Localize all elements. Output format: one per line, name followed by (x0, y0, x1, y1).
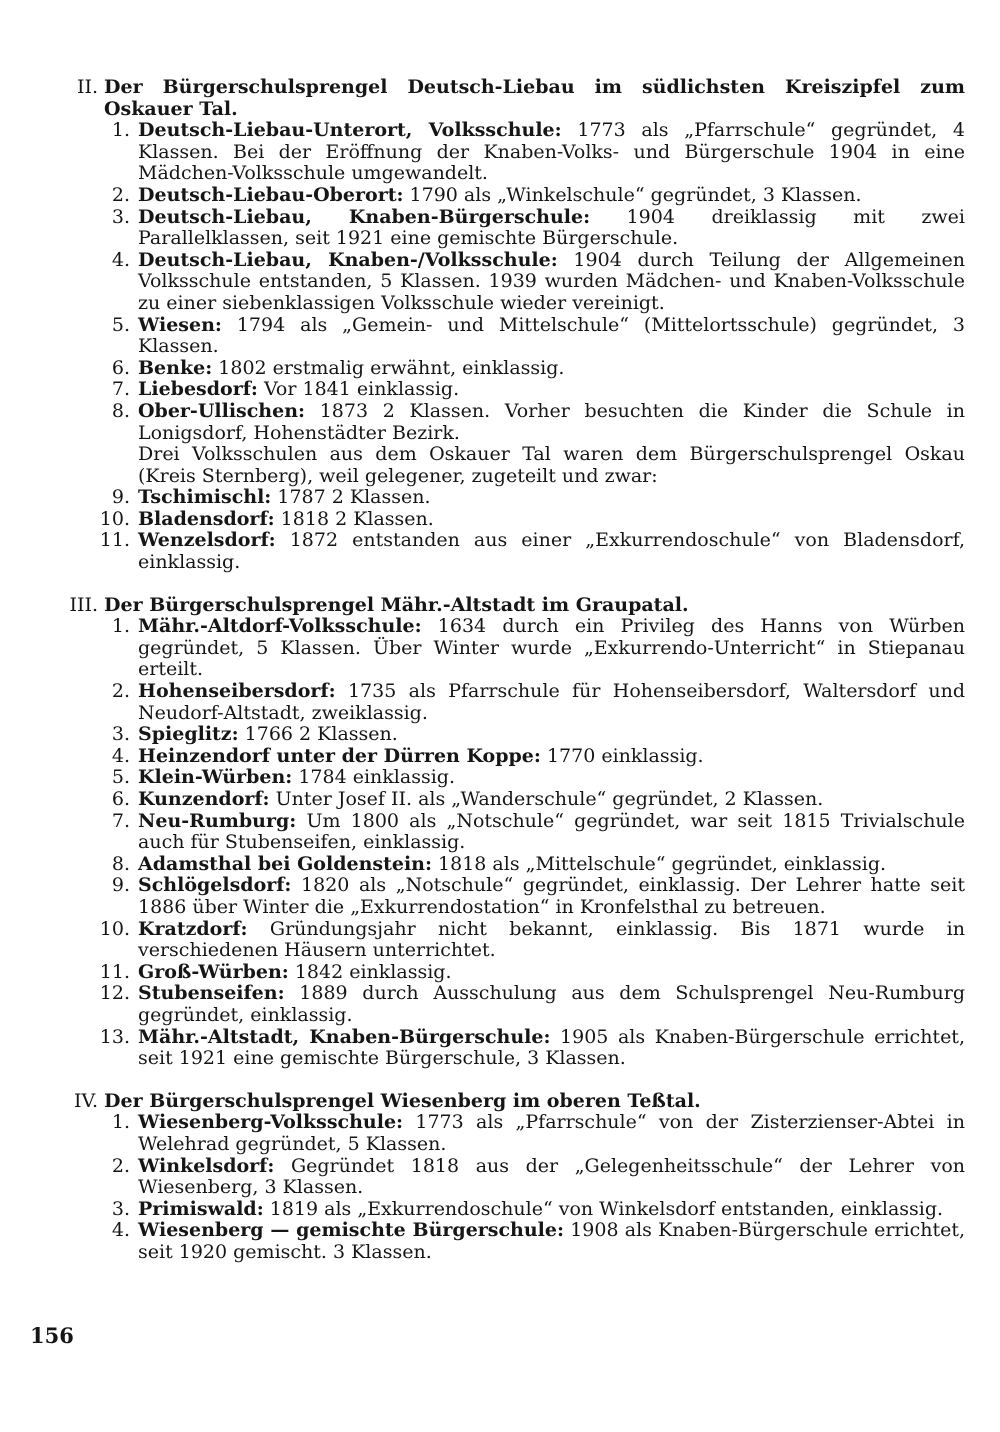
list-item (60, 746, 965, 768)
item-number: 12. (99, 982, 130, 1005)
item-number: 8. (111, 399, 130, 422)
list-item (60, 724, 965, 746)
paragraph-note: Drei Volksschulen aus dem Oskauer Tal waren dem Bürgerschulsprengel Oskau (Kreis Sternberg), weil gelegener, zugeteilt und zwar: (138, 443, 965, 487)
item-text (138, 681, 965, 724)
item-text (138, 530, 965, 573)
list-item (60, 530, 965, 573)
list-item (60, 487, 965, 509)
section-number: II. (76, 76, 98, 98)
item-text (138, 120, 965, 185)
item-number: 9. (111, 874, 130, 897)
school-description: 1634 durch ein Privileg des Hanns von Würben gegründet, 5 Klassen. Über Winter wurde „Exkurrendo-Unterricht“ in Stiepanau erteilt. (138, 615, 965, 681)
school-description: 1773 als „Pfarrschule“ gegründet, 4 Klassen. Bei der Eröffnung der Knaben-Volks- und Bürgerschule 1904 in eine Mädchen-Volksschule umgewandelt. (138, 119, 965, 185)
item-text (138, 616, 965, 681)
school-description: 1784 einklassig. (292, 766, 455, 789)
item-number: 4. (111, 248, 130, 271)
item-text (138, 1156, 965, 1199)
item-number: 6. (111, 788, 130, 810)
school-description: 1904 durch Teilung der Allgemeinen Volksschule entstanden, 5 Klassen. 1939 wurden Mädchen- und Knaben-Volksschule zu einer siebenklassigen Volksschule wieder vereinigt. (138, 248, 966, 314)
section-title: Der Bürgerschulsprengel Deutsch-Liebau im südlichsten Kreiszipfel zum Oskauer Tal. (104, 76, 965, 120)
item-text (138, 1027, 965, 1070)
list-item (60, 358, 965, 380)
item-text (138, 854, 965, 876)
school-name: Deutsch-Liebau-Unterort, Volksschule: (138, 119, 562, 142)
item-text (138, 811, 965, 854)
item-number: 3. (111, 205, 130, 228)
item-text (138, 875, 965, 918)
school-name: Kratzdorf: (138, 917, 248, 940)
item-number: 2. (111, 183, 130, 206)
list-item (60, 207, 965, 250)
list-item (60, 919, 965, 962)
school-name: Kunzendorf: (138, 788, 270, 810)
list-item (60, 185, 965, 207)
school-name: Deutsch-Liebau-Oberort: (138, 183, 404, 206)
school-description: 1889 durch Ausschulung aus dem Schulsprengel Neu-Rumburg gegründet, einklassig. (138, 982, 965, 1026)
school-name: Mähr.-Altdorf-Volksschule: (138, 615, 422, 638)
item-text (138, 207, 965, 250)
section-heading (60, 77, 965, 120)
school-name: Spieglitz: (138, 723, 239, 746)
section (60, 1091, 965, 1264)
school-description: Um 1800 als „Notschule“ gegründet, war seit 1815 Trivialschule auch für Stubenseifen, einklassig. (138, 809, 965, 854)
school-name: Stubenseifen: (138, 982, 285, 1005)
item-text (138, 962, 965, 984)
school-description: 1794 als „Gemein- und Mittelschule“ (Mittelortsschule) gegründet, 3 Klassen. (138, 313, 965, 358)
list-item (60, 789, 965, 811)
item-text (138, 789, 965, 811)
school-description: 1908 als Knaben-Bürgerschule errichtet, seit 1920 gemischt. 3 Klassen. (138, 1219, 965, 1263)
item-number: 3. (111, 1197, 130, 1220)
item-number: 3. (111, 723, 130, 746)
item-text (138, 767, 965, 789)
school-description: Gründungsjahr nicht bekannt, einklassig. Bis 1871 wurde in verschiedenen Häusern unterrichtet. (138, 917, 965, 962)
school-name: Adamsthal bei Goldenstein: (138, 852, 432, 875)
section-title: Der Bürgerschulsprengel Mähr.-Altstadt im Graupatal. (104, 593, 689, 616)
item-number: 9. (111, 486, 130, 509)
list-item (60, 811, 965, 854)
school-name: Schlögelsdorf: (138, 874, 292, 897)
school-description: 1872 entstanden aus einer „Exkurrendoschule“ von Bladensdorf, einklassig. (138, 529, 965, 574)
school-description: 1790 als „Winkelschule“ gegründet, 3 Klassen. (403, 183, 862, 206)
school-name: Primiswald: (138, 1197, 264, 1220)
list-item (60, 120, 965, 185)
school-description: 1873 2 Klassen. Vorher besuchten die Kinder die Schule in Lonigsdorf, Hohenstädter Bezirk. (138, 399, 965, 444)
list-item (60, 1027, 965, 1070)
list-item (60, 509, 965, 531)
list-item (60, 315, 965, 358)
item-number: 7. (111, 378, 130, 401)
list-item (60, 854, 965, 876)
item-text (138, 1199, 965, 1221)
school-name: Winkelsdorf: (138, 1154, 275, 1177)
list-item (60, 401, 965, 444)
item-text (138, 724, 965, 746)
school-name: Deutsch-Liebau, Knaben-/Volksschule: (138, 248, 558, 271)
item-text (138, 185, 965, 207)
school-description: Unter Josef II. als „Wanderschule“ gegründet, 2 Klassen. (269, 788, 824, 810)
item-number: 13. (99, 1025, 130, 1048)
item-text (138, 919, 965, 962)
list-item (60, 681, 965, 724)
item-text (138, 358, 965, 380)
document-body (60, 77, 965, 1284)
school-description: 1818 2 Klassen. (274, 507, 434, 530)
section (60, 595, 965, 1070)
item-number: 1. (111, 119, 130, 142)
item-number: 10. (99, 507, 130, 530)
list-item (60, 379, 965, 401)
school-name: Bladensdorf: (138, 507, 275, 530)
item-text (138, 250, 965, 315)
school-description: 1818 als „Mittelschule“ gegründet, einklassig. (432, 852, 887, 875)
school-description: Gegründet 1818 aus der „Gelegenheitsschule“ der Lehrer von Wiesenberg, 3 Klassen. (138, 1154, 965, 1199)
school-description: 1766 2 Klassen. (238, 723, 398, 746)
list-item (60, 616, 965, 681)
item-text (138, 509, 965, 531)
school-description: 1735 als Pfarrschule für Hohenseibersdorf, Waltersdorf und Neudorf-Altstadt, zweiklassig. (138, 680, 965, 724)
school-name: Wenzelsdorf: (138, 529, 276, 552)
item-text (138, 983, 965, 1026)
item-text (138, 379, 965, 401)
school-name: Wiesenberg-Volksschule: (138, 1111, 404, 1134)
school-name: Mähr.-Altstadt, Knaben-Bürgerschule: (138, 1025, 551, 1048)
item-number: 11. (99, 529, 130, 552)
school-description: 1770 einklassig. (540, 744, 704, 767)
item-number: 10. (99, 917, 130, 940)
item-text (138, 1112, 965, 1155)
school-name: Hohenseibersdorf: (138, 680, 336, 703)
page-number: 156 (30, 1323, 74, 1348)
school-name: Liebesdorf: (138, 378, 258, 401)
section-number: III. (69, 593, 98, 616)
school-name: Wiesen: (138, 313, 222, 336)
school-name: Neu-Rumburg: (138, 809, 297, 832)
section-heading (60, 1091, 965, 1113)
school-name: Benke: (138, 356, 213, 379)
item-text (138, 746, 965, 768)
item-number: 4. (111, 744, 130, 767)
list-item (60, 1199, 965, 1221)
item-text (138, 315, 965, 358)
item-number: 2. (111, 680, 130, 703)
item-text (138, 487, 965, 509)
school-name: Wiesenberg — gemischte Bürgerschule: (138, 1219, 565, 1242)
list-item (60, 1112, 965, 1155)
school-name: Klein-Würben: (138, 766, 293, 789)
school-description: 1904 dreiklassig mit zwei Parallelklassen, seit 1921 eine gemischte Bürgerschule. (138, 205, 966, 250)
school-name: Groß-Würben: (138, 960, 289, 983)
list-item (60, 983, 965, 1026)
list-item (60, 250, 965, 315)
section-heading (60, 595, 965, 617)
school-description: 1905 als Knaben-Bürgerschule errichtet, seit 1921 eine gemischte Bürgerschule, 3 Klassen. (138, 1025, 965, 1070)
school-description: 1819 als „Exkurrendoschule“ von Winkelsdorf entstanden, einklassig. (263, 1197, 944, 1220)
item-number: 1. (111, 615, 130, 638)
list-item (60, 1220, 965, 1263)
item-number: 2. (111, 1154, 130, 1177)
item-number: 5. (111, 313, 130, 336)
school-name: Tschimischl: (138, 486, 272, 509)
school-name: Deutsch-Liebau, Knaben-Bürgerschule: (138, 205, 591, 228)
school-name: Heinzendorf unter der Dürren Koppe: (138, 744, 541, 767)
item-number: 4. (111, 1219, 130, 1242)
section (60, 77, 965, 574)
school-description: 1842 einklassig. (288, 960, 452, 983)
list-item (60, 962, 965, 984)
school-description: 1802 erstmalig erwähnt, einklassig. (212, 356, 565, 379)
item-number: 7. (111, 809, 130, 832)
item-number: 11. (99, 960, 130, 983)
item-number: 6. (111, 356, 130, 379)
list-item (60, 1156, 965, 1199)
item-number: 8. (111, 852, 130, 875)
section-title: Der Bürgerschulsprengel Wiesenberg im oberen Teßtal. (104, 1089, 701, 1112)
item-text (138, 1220, 965, 1263)
school-description: 1773 als „Pfarrschule“ von der Zisterzienser-Abtei in Welehrad gegründet, 5 Klassen. (138, 1111, 965, 1155)
list-item (60, 875, 965, 918)
section-number: IV. (74, 1089, 98, 1112)
school-description: 1787 2 Klassen. (271, 486, 431, 509)
school-description: Vor 1841 einklassig. (257, 378, 460, 401)
item-number: 5. (111, 766, 130, 789)
school-description: 1820 als „Notschule“ gegründet, einklassig. Der Lehrer hatte seit 1886 über Winter die „Exkurrendostation“ in Kronfelsthal zu betreuen. (138, 874, 965, 918)
school-name: Ober-Ullischen: (138, 399, 306, 422)
item-text (138, 401, 965, 444)
list-item (60, 767, 965, 789)
item-number: 1. (111, 1111, 130, 1134)
